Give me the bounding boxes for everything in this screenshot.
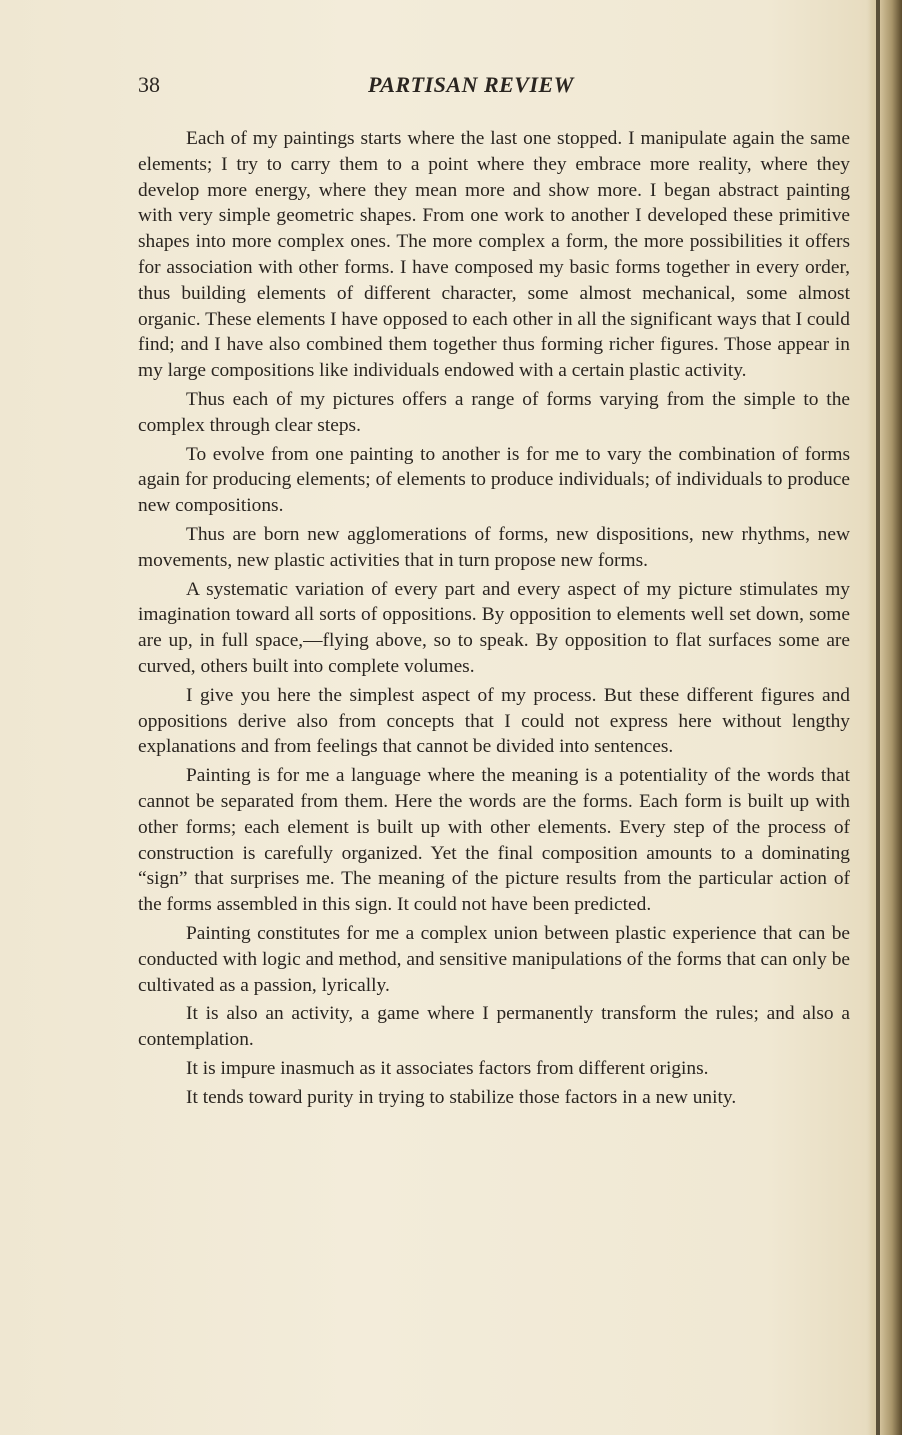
paragraph: It tends toward purity in trying to stabilize those factors in a new unity. [186,1086,737,1108]
paragraph: To evolve from one painting to another is for me to vary the combination of forms again for producing elements; of elements to produce individuals; of individuals to produce new compositions. [138,443,850,517]
paragraph: It is impure inasmuch as it associates factors from different origins. [186,1057,709,1079]
paragraph: Each of my paintings starts where the last one stopped. I manipulate again the same elements; I try to carry them to a point where they embrace more reality, where they develop more energy, where they mean more and show more. I began abstract painting with very simple geometric shapes. From one work to another I developed these primitive shapes into more complex ones. The more complex a form, the more possibilities it offers for association with other forms. I have composed my basic forms together in every order, thus building elements of different character, some almost mechanical, some almost organic. These elements I have opposed to each other in all the significant ways that I could find; and I have also combined them together thus forming richer figures. Those appear in my large compositions like individuals endowed with a certain plastic activity. [138,128,850,382]
page-number: 38 [138,72,160,97]
paragraph: Painting constitutes for me a complex union between plastic experience that can be conducted with logic and method, and sensitive manipulations of the forms that can only be cultivated as a passion, lyrically. [138,922,850,996]
paragraph: It is also an activity, a game where I permanently transform the rules; and also a contemplation. [138,1003,850,1051]
paragraph: Thus each of my pictures offers a range of forms varying from the simple to the complex through clear steps. [138,388,850,436]
book-spine-shadow [868,0,902,1435]
paragraph: A systematic variation of every part and every aspect of my picture stimulates my imagination toward all sorts of oppositions. By opposition to elements well set down, some are up, in full space,—flying above, so to speak. By opposition to flat surfaces some are curved, others built into complete volumes. [138,578,850,677]
paragraph: Thus are born new agglomerations of forms, new dispositions, new rhythms, new movements, new plastic activities that in turn propose new forms. [138,523,850,571]
body-text [138,126,850,1113]
paragraph: Painting is for me a language where the meaning is a potentiality of the words that cannot be separated from them. Here the words are the forms. Each form is built up with other forms; each element is built up with other elements. Every step of the process of construction is carefully organized. Yet the final composition amounts to a dominating “sign” that surprises me. The meaning of the picture results from the particular action of the forms assembled in this sign. It could not have been predicted. [138,765,850,916]
page-header [138,72,858,102]
book-gutter-line [876,0,880,1435]
paragraph: I give you here the simplest aspect of my process. But these different figures and oppositions derive also from concepts that I could not express here without lengthy explanations and from feelings that cannot be divided into sentences. [138,684,850,758]
running-head: PARTISAN REVIEW [368,72,574,97]
